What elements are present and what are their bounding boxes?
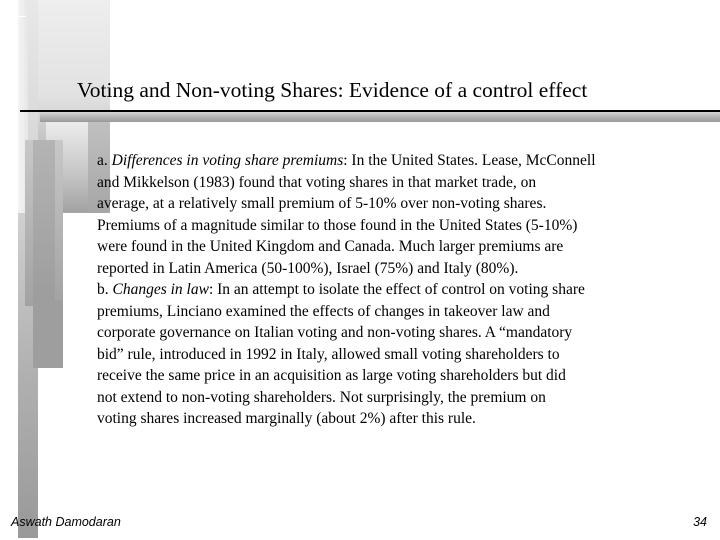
paragraph-line: corporate governance on Italian voting and non-voting shares. A “mandatory xyxy=(97,324,573,341)
decorative-lower-block xyxy=(33,300,63,368)
paragraph-line: average, at a relatively small premium of 5-10% over non-voting shares. xyxy=(97,195,547,212)
slide-title: Voting and Non-voting Shares: Evidence of a control effect xyxy=(77,78,588,102)
paragraph-b: b. Changes in law: In an attempt to isolate the effect of control on voting share premiums, Linciano examined the effects of changes in takeover law and corporate governance on Italian voting and non-voting shares. A “mandatory bid” rule, introduced in 1992 in Italy, allowed small voting shareholders to receive the same price in an acquisition as large voting shareholders but did not extend to non-voting shareholders. Not surprisingly, the premium on voting shares increased marginally (about 2%) after this rule. xyxy=(97,279,697,430)
paragraph-line: voting shares increased marginally (about 2%) after this rule. xyxy=(97,410,476,427)
decorative-tick xyxy=(18,16,26,17)
paragraph-line: and Mikkelson (1983) found that voting shares in that market trade, on xyxy=(97,173,537,191)
title-divider-bar xyxy=(40,112,720,122)
paragraph-lead: Changes in law xyxy=(112,281,209,298)
decorative-narrow-strip-inner xyxy=(33,140,55,306)
paragraph-line: bid” rule, introduced in 1992 in Italy, allowed small voting shareholders to xyxy=(97,345,560,363)
footer-page-number: 34 xyxy=(693,515,707,529)
paragraph-label: a. xyxy=(97,152,112,169)
paragraph-line: reported in Latin America (50-100%), Israel (75%) and Italy (80%). xyxy=(97,259,519,277)
paragraph-line: premiums, Linciano examined the effects of changes in takeover law and xyxy=(97,302,550,320)
paragraph-line: Premiums of a magnitude similar to those found in the United States (5-10%) xyxy=(97,216,578,234)
paragraph-label: b. xyxy=(97,281,113,298)
paragraph-a: a. Differences in voting share premiums: In the United States. Lease, McConnell and Mikkelson (1983) found that voting shares in that market trade, on average, at a relatively small premium of 5-10% over non-voting shares. Premiums of a magnitude similar to those found in the United States (5-10%) were found in the United Kingdom and Canada. Much larger premiums are reported in Latin America (50-100%), Israel (75%) and Italy (80%). xyxy=(97,150,697,279)
footer-author: Aswath Damodaran xyxy=(11,515,121,529)
paragraph-line: were found in the United Kingdom and Canada. Much larger premiums are xyxy=(97,238,564,255)
paragraph-line: receive the same price in an acquisition as large voting shareholders but did xyxy=(97,367,566,384)
paragraph-line: not extend to non-voting shareholders. Not surprisingly, the premium on xyxy=(97,388,546,406)
paragraph-lead: Differences in voting share premiums xyxy=(111,152,344,169)
slide-body xyxy=(97,150,697,430)
